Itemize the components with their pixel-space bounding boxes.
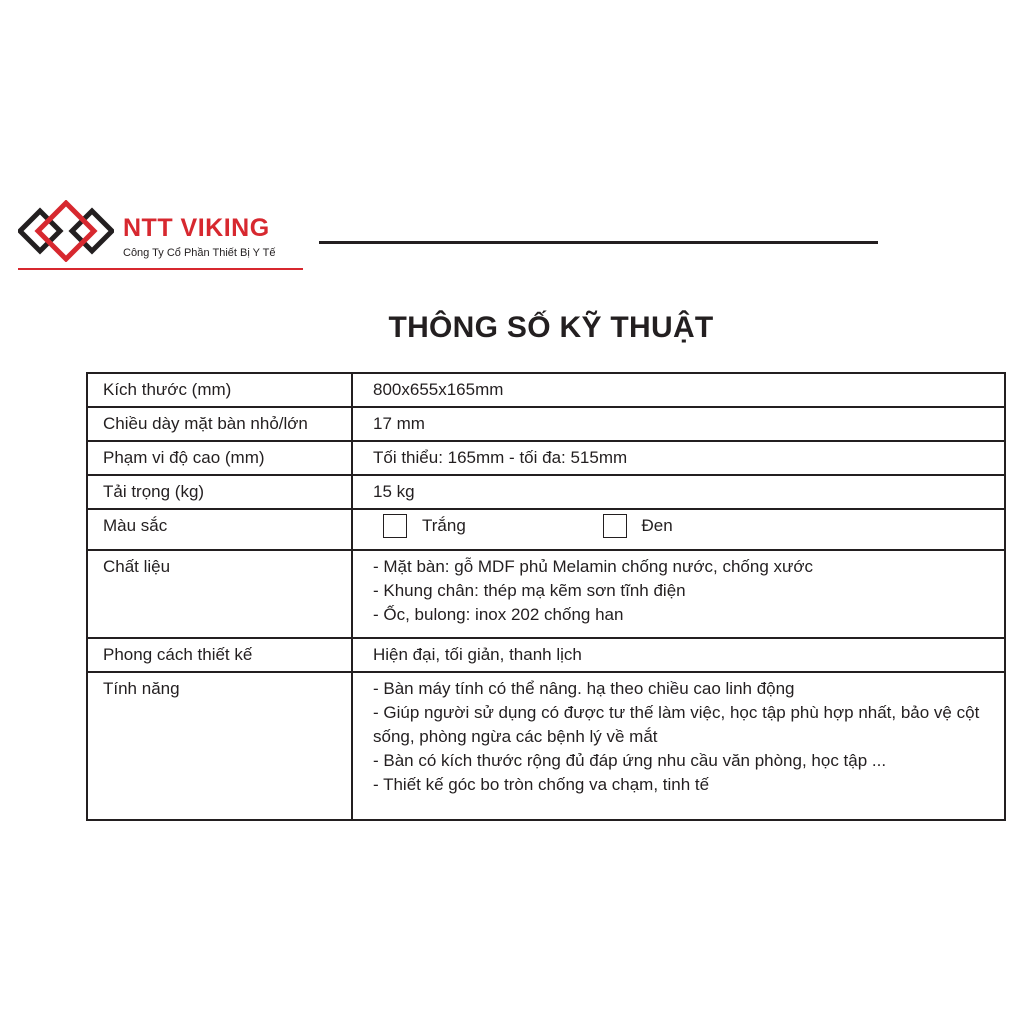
list-item: - Bàn có kích thước rộng đủ đáp ứng nhu cầu văn phòng, học tập ...	[373, 751, 887, 770]
spec-value: 17 mm	[352, 407, 1005, 441]
spec-label: Tính năng	[87, 672, 352, 820]
list-item: - Thiết kế góc bo tròn chống va chạm, tinh tế	[373, 775, 710, 794]
table-row	[87, 672, 1005, 820]
spec-value: Tối thiểu: 165mm - tối đa: 515mm	[352, 441, 1005, 475]
header-rule	[319, 241, 878, 244]
list-item: - Khung chân: thép mạ kẽm sơn tĩnh điện	[373, 581, 686, 600]
color-option-label: Trắng	[422, 516, 466, 535]
spec-value: 800x655x165mm	[352, 373, 1005, 407]
color-option-label: Đen	[641, 516, 673, 535]
spec-value-list	[352, 672, 1005, 820]
table-row	[87, 373, 1005, 407]
list-item: - Ốc, bulong: inox 202 chống han	[373, 605, 624, 624]
color-option-black[interactable]	[603, 514, 673, 538]
brand-subtitle: Công Ty Cổ Phần Thiết Bị Y Tế	[123, 247, 276, 259]
logo-underline	[18, 268, 303, 270]
spec-value: 15 kg	[352, 475, 1005, 509]
spec-table	[86, 372, 1006, 821]
spec-label: Kích thước (mm)	[87, 373, 352, 407]
header	[0, 0, 1024, 290]
list-item: - Giúp người sử dụng có được tư thế làm việc, học tập phù hợp nhất, bảo vệ cột sống, phòng ngừa các bệnh lý về mắt	[373, 703, 980, 746]
table-row	[87, 550, 1005, 638]
spec-label: Phong cách thiết kế	[87, 638, 352, 672]
spec-label: Chiều dày mặt bàn nhỏ/lớn	[87, 407, 352, 441]
table-row	[87, 638, 1005, 672]
spec-value-list	[352, 550, 1005, 638]
spec-label: Chất liệu	[87, 550, 352, 638]
color-option-white[interactable]	[383, 514, 466, 538]
table-row	[87, 475, 1005, 509]
spec-label: Phạm vi độ cao (mm)	[87, 441, 352, 475]
checkbox-icon[interactable]	[383, 514, 407, 538]
spec-value: Hiện đại, tối giản, thanh lịch	[352, 638, 1005, 672]
page-title: THÔNG SỐ KỸ THUẬT	[388, 311, 714, 344]
spec-label: Tải trọng (kg)	[87, 475, 352, 509]
diamond-logo-icon	[18, 200, 114, 262]
spec-label: Màu sắc	[87, 509, 352, 550]
color-options	[352, 509, 1005, 550]
list-item: - Bàn máy tính có thể nâng. hạ theo chiều cao linh động	[373, 679, 795, 698]
list-item: - Mặt bàn: gỗ MDF phủ Melamin chống nước, chống xước	[373, 557, 814, 576]
table-row	[87, 509, 1005, 550]
table-row	[87, 407, 1005, 441]
checkbox-icon[interactable]	[603, 514, 627, 538]
brand-name: NTT VIKING	[123, 214, 270, 242]
table-row	[87, 441, 1005, 475]
